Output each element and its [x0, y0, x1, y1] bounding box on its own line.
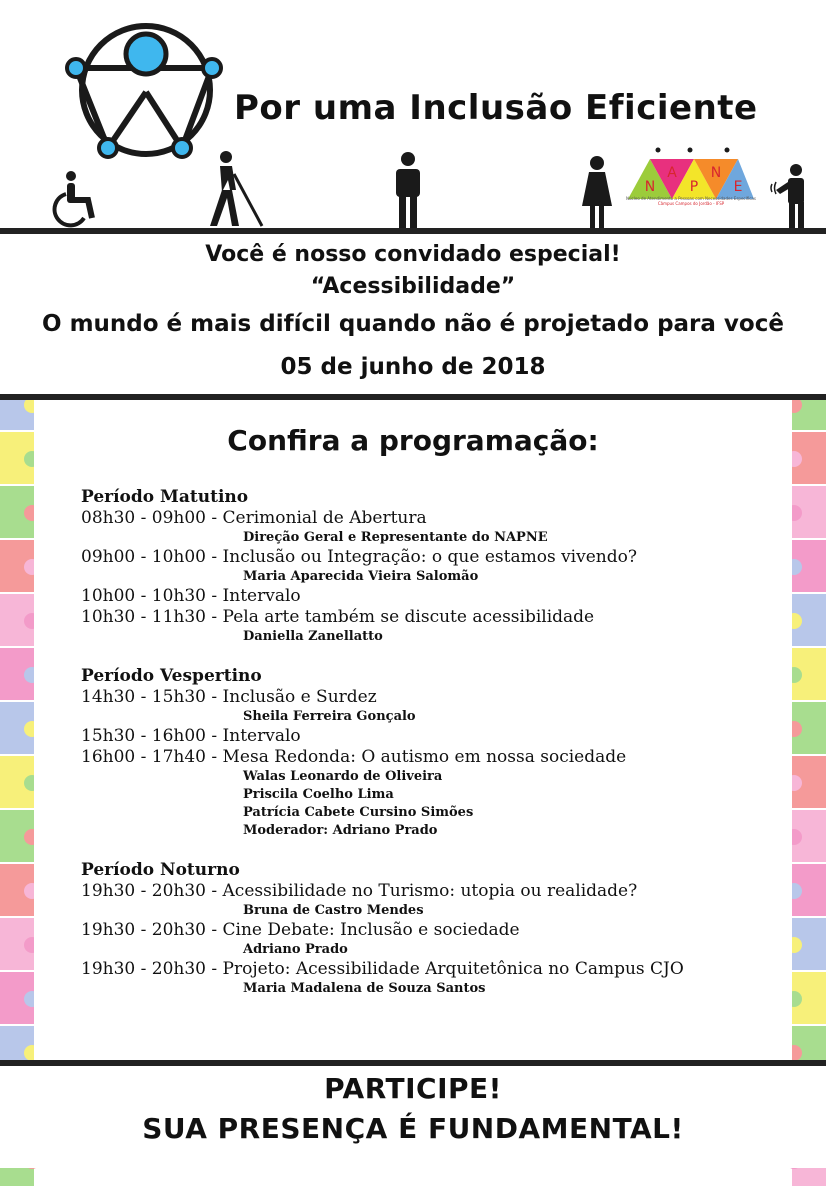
speaker-name: Direção Geral e Representante do NAPNE	[243, 530, 548, 545]
footer-message: SUA PRESENÇA É FUNDAMENTAL!	[142, 1112, 684, 1145]
program-schedule	[81, 486, 781, 998]
person-standing-icon	[390, 152, 426, 228]
schedule-item: 10h30 - 11h30 - Pela arte também se discute acessibilidade	[81, 607, 595, 627]
schedule-item: 19h30 - 20h30 - Acessibilidade no Turismo: utopia ou realidade?	[81, 881, 638, 901]
napne-letter: N	[710, 165, 722, 181]
speaker-name: Daniella Zanellatto	[243, 629, 383, 644]
schedule-item: 08h30 - 09h00 - Cerimonial de Abertura	[81, 508, 427, 528]
speaker-name: Moderador: Adriano Prado	[243, 823, 438, 838]
program-title: Confira a programação:	[227, 424, 599, 457]
schedule-item: 15h30 - 16h00 - Intervalo	[81, 726, 301, 746]
napne-letter: E	[733, 179, 743, 195]
speaker-name: Walas Leonardo de Oliveira	[243, 769, 443, 784]
speaker-name: Maria Aparecida Vieira Salomão	[243, 569, 479, 584]
schedule-item: 09h00 - 10h00 - Inclusão ou Integração: o que estamos vivendo?	[81, 547, 637, 567]
invite-theme: “Acessibilidade”	[310, 274, 516, 299]
speaker-name: Priscila Coelho Lima	[243, 787, 394, 802]
napne-caption-line: Câmpus Campos do Jordão - IFSP	[657, 201, 725, 206]
schedule-item: 14h30 - 15h30 - Inclusão e Surdez	[81, 687, 377, 707]
napne-caption-line: Núcleo de Atendimento a Pessoas com Necessidades Específicas	[626, 196, 756, 201]
speaker-name: Patrícia Cabete Cursino Simões	[243, 805, 474, 820]
period-spacer	[81, 646, 781, 665]
woman-standing-icon	[580, 156, 614, 228]
wheelchair-user-icon	[52, 170, 102, 228]
period-heading: Período Matutino	[81, 487, 249, 507]
napne-letter: P	[689, 179, 699, 195]
invite-headline: Você é nosso convidado especial!	[205, 242, 621, 267]
accessibility-symbol-icon	[62, 12, 232, 162]
speaker-name: Adriano Prado	[243, 942, 348, 957]
napne-letter: A	[667, 165, 677, 181]
napne-caption	[626, 196, 756, 206]
period-spacer	[81, 840, 781, 859]
napne-letter: N	[644, 179, 656, 195]
speaker-name: Sheila Ferreira Gonçalo	[243, 709, 416, 724]
schedule-item: 19h30 - 20h30 - Projeto: Acessibilidade Arquitetônica no Campus CJO	[81, 959, 684, 979]
speaker-name: Bruna de Castro Mendes	[243, 903, 424, 918]
period-heading: Período Vespertino	[81, 666, 262, 686]
schedule-item: 16h00 - 17h40 - Mesa Redonda: O autismo em nossa sociedade	[81, 747, 627, 767]
footer-call-to-action: PARTICIPE!	[324, 1072, 502, 1105]
schedule-item: 10h00 - 10h30 - Intervalo	[81, 586, 301, 606]
invite-tagline: O mundo é mais difícil quando não é projetado para você	[42, 311, 784, 337]
event-date: 05 de junho de 2018	[280, 354, 546, 380]
speaker-name: Maria Madalena de Souza Santos	[243, 981, 486, 996]
schedule-item: 19h30 - 20h30 - Cine Debate: Inclusão e sociedade	[81, 920, 520, 940]
page-title: Por uma Inclusão Eficiente	[234, 88, 758, 128]
period-heading: Período Noturno	[81, 860, 240, 880]
person-signing-icon	[770, 164, 810, 228]
blind-person-with-cane-icon	[200, 150, 266, 228]
